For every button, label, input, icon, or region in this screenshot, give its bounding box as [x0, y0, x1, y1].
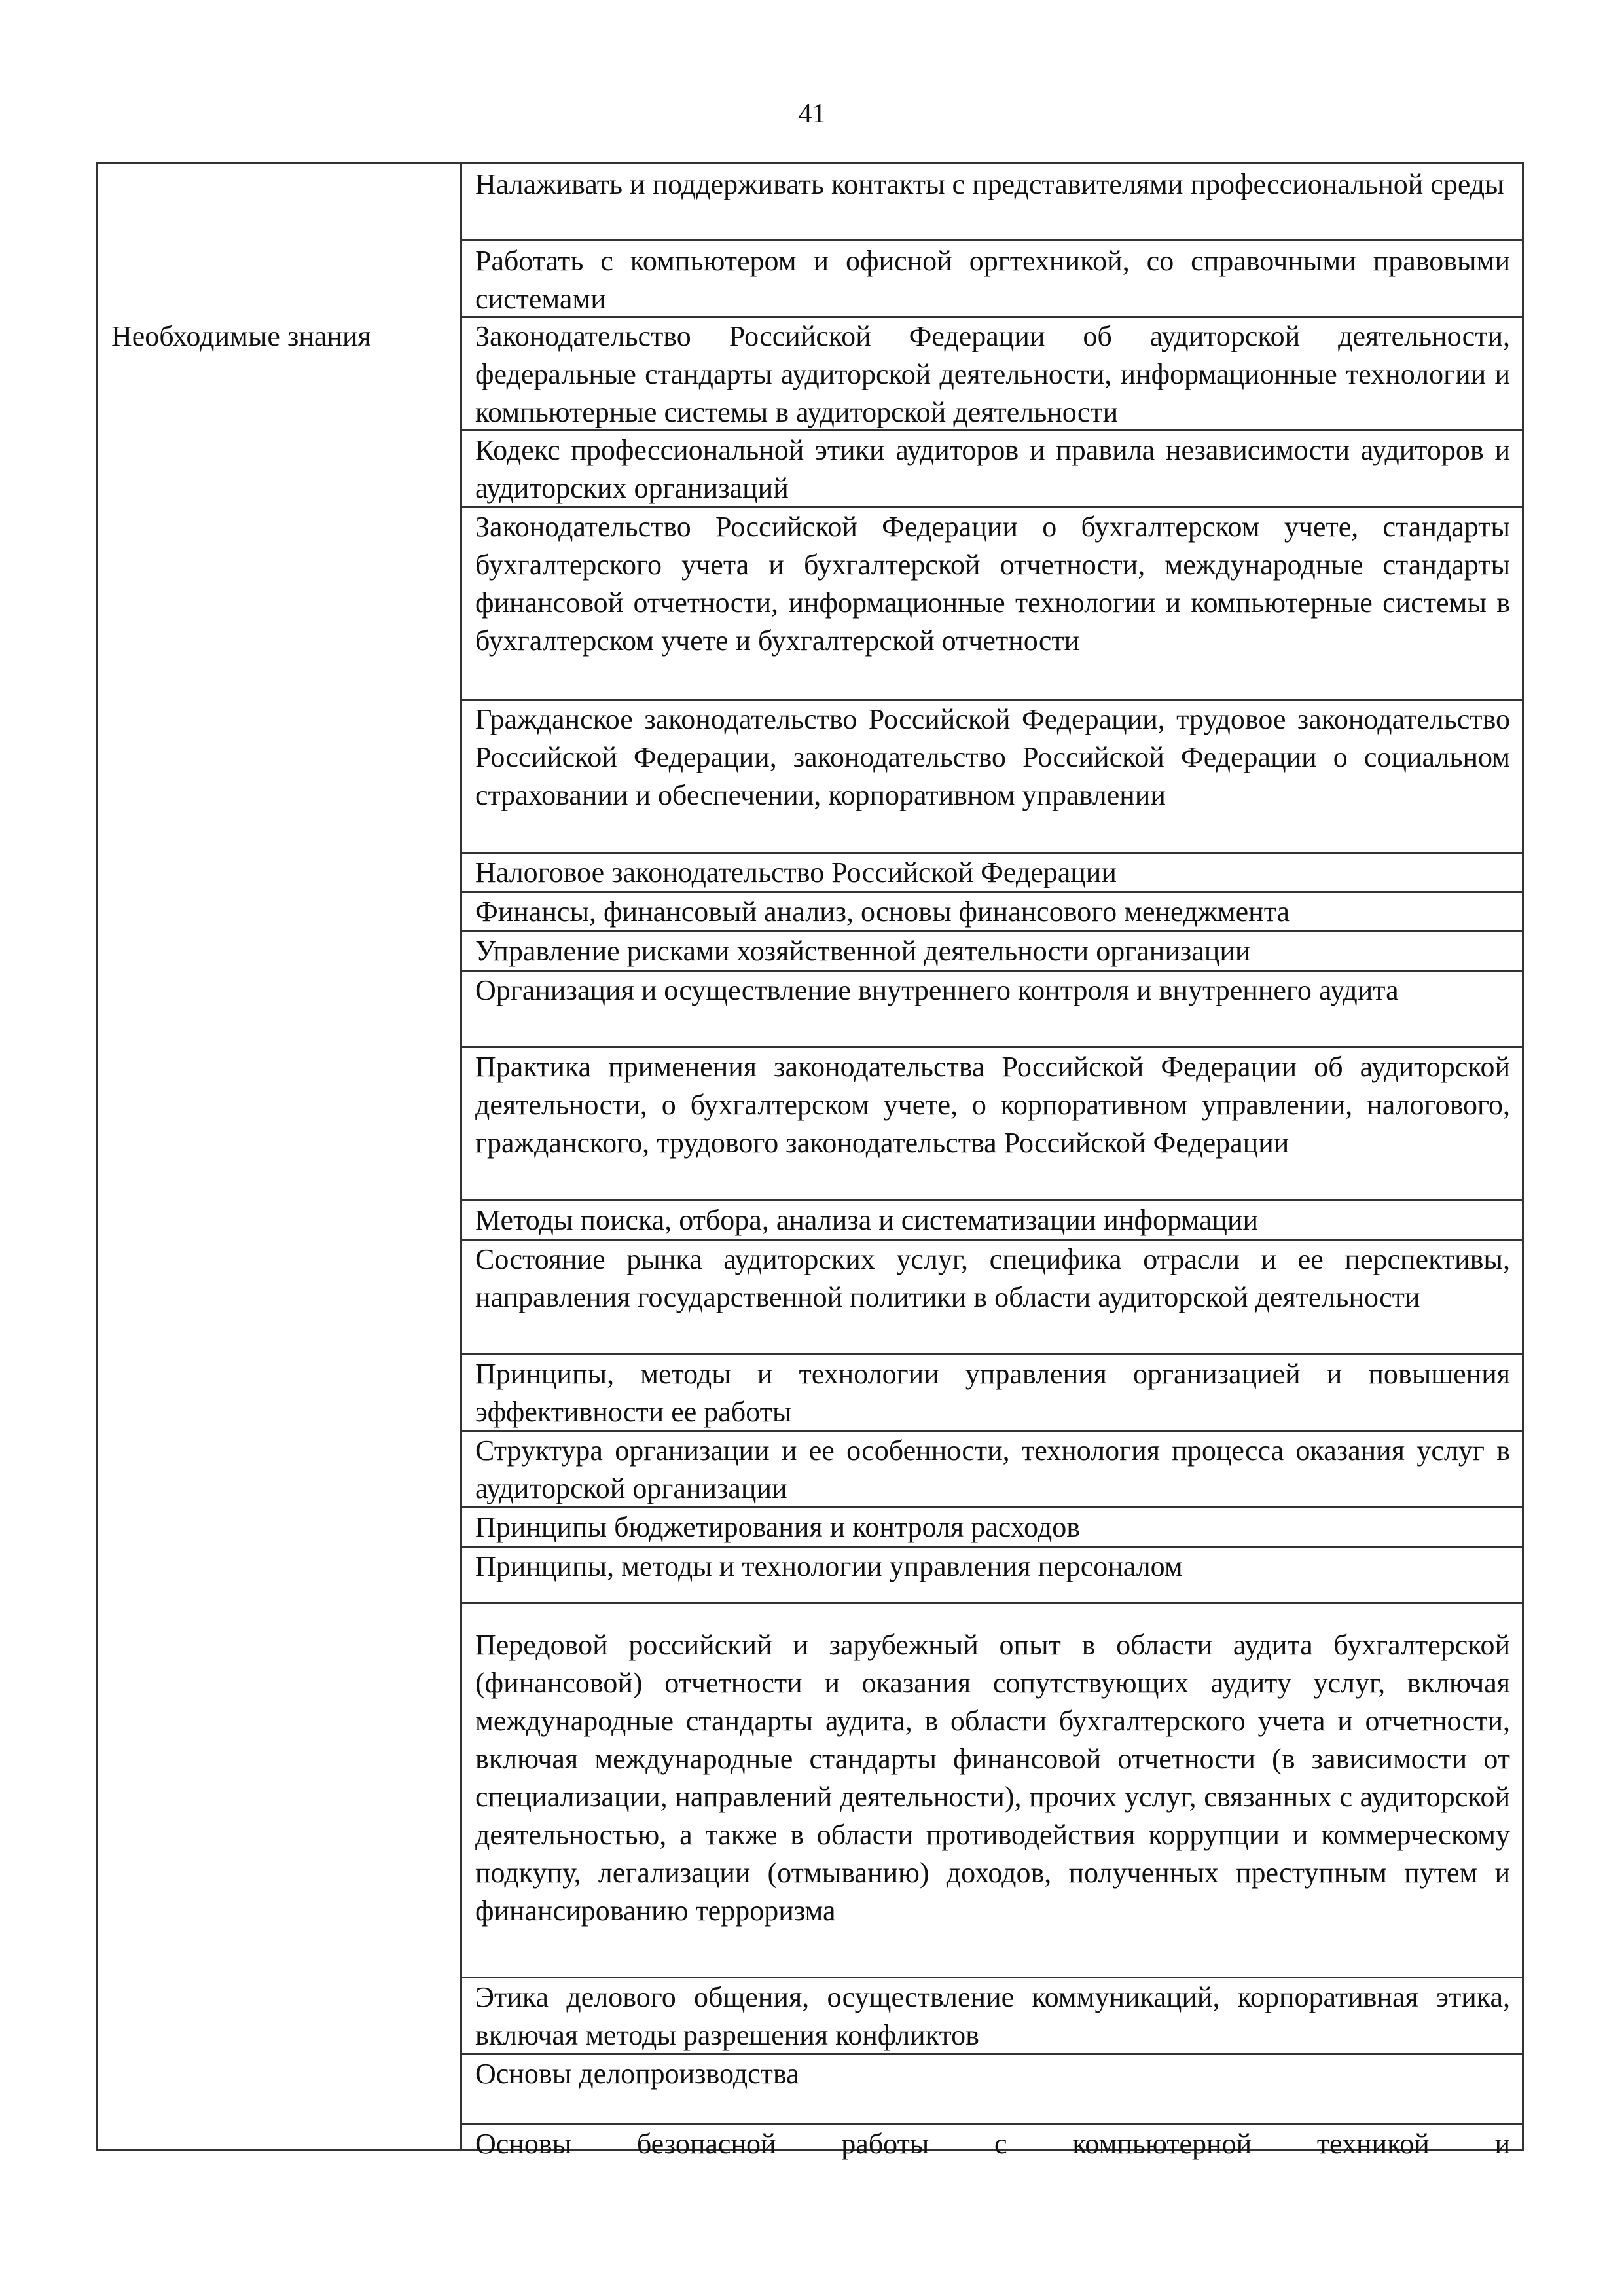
table-row [462, 1355, 1522, 1432]
table-row [462, 2055, 1522, 2125]
row-text: Основы безопасной работы с компьютерной техникой и [475, 2128, 1510, 2160]
table-row [462, 164, 1522, 241]
table-row [462, 972, 1522, 1048]
table-row [462, 1201, 1522, 1241]
row-text: Финансы, финансовый анализ, основы финансового менеджмента [475, 896, 1290, 928]
row-text: Законодательство Российской Федерации об аудиторской деятельности, федеральные стандарты аудиторской деятельности, информационные технологии и компьютерные системы в аудиторской деятельности [475, 320, 1510, 428]
table-row [462, 1508, 1522, 1548]
page-number: 41 [798, 99, 826, 129]
row-text: Кодекс профессиональной этики аудиторов и правила независимости аудиторов и аудиторских организаций [475, 434, 1510, 504]
table-row [462, 2125, 1522, 2160]
row-text: Принципы бюджетирования и контроля расходов [475, 1511, 1080, 1543]
table-row [462, 431, 1522, 508]
table-row [462, 508, 1522, 701]
label-column [98, 164, 462, 2149]
table-row [462, 241, 1522, 318]
row-text: Организация и осуществление внутреннего контроля и внутреннего аудита [475, 974, 1399, 1006]
row-text: Состояние рынка аудиторских услуг, специфика отрасли и ее перспективы, направления государственной политики в области аудиторской деятельности [475, 1243, 1510, 1313]
table-row [462, 1604, 1522, 1978]
table-row [462, 701, 1522, 854]
table-row [462, 1978, 1522, 2055]
row-text: Принципы, методы и технологии управления организацией и повышения эффективности ее работы [475, 1358, 1510, 1428]
row-text: Методы поиска, отбора, анализа и систематизации информации [475, 1204, 1259, 1236]
requirements-table [96, 162, 1524, 2160]
row-text: Налаживать и поддерживать контакты с представителями профессиональной среды [475, 168, 1504, 200]
table-row [462, 932, 1522, 972]
row-text: Структура организации и ее особенности, технология процесса оказания услуг в аудиторской организации [475, 1434, 1510, 1504]
table-row [462, 1048, 1522, 1201]
row-text: Практика применения законодательства Российской Федерации об аудиторской деятельности, о бухгалтерском учете, о корпоративном управлении, налогового, гражданского, трудового законодательства Российской Федерации [475, 1051, 1510, 1159]
row-text: Принципы, методы и технологии управления персоналом [475, 1550, 1183, 1582]
table-row [462, 318, 1522, 431]
table-row [462, 1548, 1522, 1604]
row-text: Законодательство Российской Федерации о бухгалтерском учете, стандарты бухгалтерского учета и бухгалтерской отчетности, международные стандарты финансовой отчетности, информационные технологии и компьютерные системы в бухгалтерском учете и бухгалтерской отчетности [475, 511, 1510, 657]
table-row [462, 1241, 1522, 1355]
row-text: Передовой российский и зарубежный опыт в области аудита бухгалтерской (финансовой) отчетности и оказания сопутствующих аудиту услуг, включая международные стандарты аудита, в области бухгалтерского учета и отчетности, включая международные стандарты финансовой отчетности (в зависимости от специализации, направлений деятельности), прочих услуг, связанных с аудиторской деятельностью, а также в области противодействия коррупции и коммерческому подкупу, легализации (отмыванию) доходов, полученных преступным путем и финансированию терроризма [475, 1629, 1510, 1927]
row-text: Управление рисками хозяйственной деятельности организации [475, 935, 1251, 967]
row-text: Гражданское законодательство Российской Федерации, трудовое законодательство Российской Федерации, законодательство Российской Федерации о социальном страховании и обеспечении, корпоративном управлении [475, 703, 1510, 811]
row-text: Работать с компьютером и офисной оргтехникой, со справочными правовыми системами [475, 245, 1510, 315]
row-text: Основы делопроизводства [475, 2058, 799, 2090]
table-row [462, 893, 1522, 932]
table-row [462, 854, 1522, 893]
row-text: Этика делового общения, осуществление коммуникаций, корпоративная этика, включая методы разрешения конфликтов [475, 1981, 1510, 2051]
section-label: Необходимые знания [111, 320, 371, 352]
content-column [462, 164, 1522, 2160]
table-row [462, 1432, 1522, 1508]
row-text: Налоговое законодательство Российской Федерации [475, 856, 1117, 888]
